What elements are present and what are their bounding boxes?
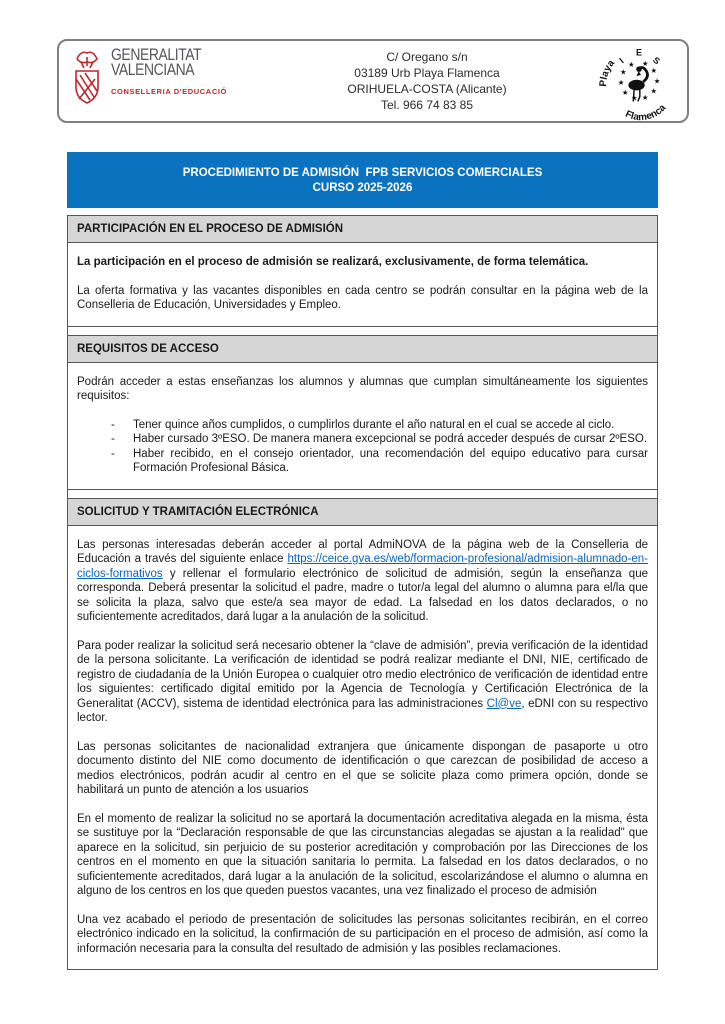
- section-gap: [67, 327, 658, 335]
- section-body: [67, 243, 658, 327]
- address-city: ORIHUELA-COSTA (Alicante): [347, 82, 507, 96]
- section-header: REQUISITOS DE ACCESO: [67, 335, 658, 363]
- address-street: C/ Oregano s/n: [386, 50, 468, 64]
- dash-bullet-icon: -: [111, 433, 115, 445]
- dash-bullet-icon: -: [111, 418, 115, 431]
- paragraph: Para poder realizar la solicitud será necesario obtener la “clave de admisión”, previa verificación de la identidad de la persona solicitante. La verificación de identidad se podrá realizar mediante el DNI, NIE, certificado de registro de ciudadanía de la Unión Europea o cualquier otro medio electrónico de verificación de identidad entre los siguientes: certificado digital emitido por la Agencia de Tecnología y Certificación Electrónica de la Generalitat (ACCV), sistema de identidad electrónica para las administraciones Cl@ve, eDNI con su respectivo lector.: [77, 639, 649, 724]
- svg-text:★: ★: [641, 59, 649, 69]
- paragraph: Las personas interesadas deberán acceder al portal AdmiNOVA de la página web de la Conselleria de Educación a través del siguiente enlace https://ceice.gva.es/web/formacion-profesional/admision-alumnado-en-ciclos-formativos y rellenar el formulario electrónico de solicitud de admisión, según la enseñanza que corresponda. Deberá presentar la solicitud el padre, madre o tutor/a legal del alumno o alumna para el/la que se solicita la plaza, salvo que este/a sea mayor de edad. La falsedad en los datos declarados, o no suficientemente acreditados, dará lugar a la anulación de la solicitud.: [77, 538, 648, 623]
- svg-text:★: ★: [628, 60, 635, 70]
- paragraph: En el momento de realizar la solicitud no se aportará la documentación acreditativa alegada en la misma, ésta se sustituye por la “Declaración responsable de que las circunstancias alegadas se ajustan a la realidad" que aparece en la solicitud, sin perjuicio de su posterior acreditación y comprobación por las Direcciones de los centros en el momento en que la situación sanitaria lo permita. La falsedad en los datos declarados, o no suficientemente acreditados, dará lugar a la anulación de la solicitud, escolarizándose el alumno o alumna en alguno de los centros en los que queden puestos vacantes, una vez finalizado el proceso de admisión: [77, 812, 648, 897]
- ies-letter-s: S: [650, 54, 662, 67]
- section-header: PARTICIPACIÓN EN EL PROCESO DE ADMISIÓN: [67, 215, 658, 243]
- paragraph: Una vez acabado el periodo de presentación de solicitudes las personas solicitantes recibirán, en el correo electrónico indicado en la solicitud, la confirmación de su participación en el proceso de admisión, así como la información necesaria para la consulta del resultado de admisión y las posibles reclamaciones.: [77, 913, 648, 955]
- section-body: [67, 363, 658, 490]
- list-item: - Haber recibido, en el consejo orientador, una recomendación del equipo educativo para cursar Formación Profesional Básica.: [111, 447, 648, 474]
- paragraph: Las personas solicitantes de nacionalidad extranjera que únicamente dispongan de pasaporte u otro documento distinto del NIE como documento de identificación o que carezcan de posibilidad de acceso a medios electrónicos, podrán acudir al centro en el que se solicite plaza como primera opción, donde se habilitará un punto de atención a los usuarios: [77, 740, 648, 796]
- ies-letter-i: I: [617, 55, 626, 66]
- document-title-line1: PROCEDIMIENTO DE ADMISIÓN FPB SERVICIOS COMERCIALES: [182, 167, 543, 179]
- school-address: [257, 49, 597, 113]
- svg-text:★: ★: [650, 86, 658, 96]
- svg-text:★: ★: [650, 65, 658, 75]
- paragraph: La participación en el proceso de admisión se realizará, exclusivamente, de forma telemática.: [77, 256, 589, 268]
- document-title-line2: CURSO 2025-2026: [312, 182, 413, 194]
- svg-text:★: ★: [631, 93, 638, 103]
- ies-arc-playa: Playa: [597, 58, 618, 87]
- requirements-list: [77, 418, 648, 476]
- svg-text:★: ★: [653, 76, 661, 86]
- list-item: - Tener quince años cumplidos, o cumplirlos durante el año natural en el cual se accede al ciclo.: [111, 418, 615, 431]
- generalitat-valenciana-logo: [67, 47, 257, 115]
- svg-text:★: ★: [617, 78, 625, 88]
- gv-name-line2: VALENCIANA: [111, 60, 195, 79]
- paragraph: La oferta formativa y las vacantes disponibles en cada centro se podrán consultar en la página web de la Conselleria de Educación, Universidades y Empleo.: [77, 284, 648, 311]
- document-sections: [67, 215, 658, 970]
- inline-link[interactable]: Cl@ve: [486, 697, 522, 710]
- ies-letter-e: E: [635, 47, 643, 58]
- svg-text:Playa: [598, 58, 618, 87]
- document-title-bar: [67, 152, 658, 208]
- svg-text:★: ★: [620, 67, 627, 77]
- address-zip: 03189 Urb Playa Flamenca: [354, 66, 500, 80]
- section-header: SOLICITUD Y TRAMITACIÓN ELECTRÓNICA: [67, 498, 658, 526]
- generalitat-emblem-icon: [67, 49, 107, 115]
- svg-text:★: ★: [621, 87, 629, 97]
- letterhead-box: [57, 39, 689, 123]
- gv-name-line1: GENERALITAT: [111, 45, 202, 64]
- address-phone: Tel. 966 74 83 85: [380, 98, 474, 112]
- ies-arc-flamenca: Flamenca: [623, 102, 669, 122]
- admission-document: [67, 152, 658, 970]
- dash-bullet-icon: -: [111, 447, 115, 460]
- list-item: - Haber cursado 3ºESO. De manera manera excepcional se podrá acceder después de cursar 2ºESO.: [111, 433, 648, 445]
- svg-text:Flamenca: [624, 102, 669, 122]
- title-gap: [67, 208, 658, 215]
- gv-conselleria-label: CONSELLERIA D'EDUCACIÓ: [111, 87, 227, 96]
- svg-text:★: ★: [641, 92, 649, 102]
- paragraph: Podrán acceder a estas enseñanzas los alumnos y alumnas que cumplan simultáneamente los siguientes requisitos:: [77, 375, 648, 402]
- inline-link[interactable]: https://ceice.gva.es/web/formacion-profesional/admision-alumnado-en-ciclos-formativos: [77, 553, 648, 580]
- ies-playa-flamenca-logo: [597, 40, 681, 122]
- section-body: [67, 526, 658, 971]
- section-gap: [67, 490, 658, 498]
